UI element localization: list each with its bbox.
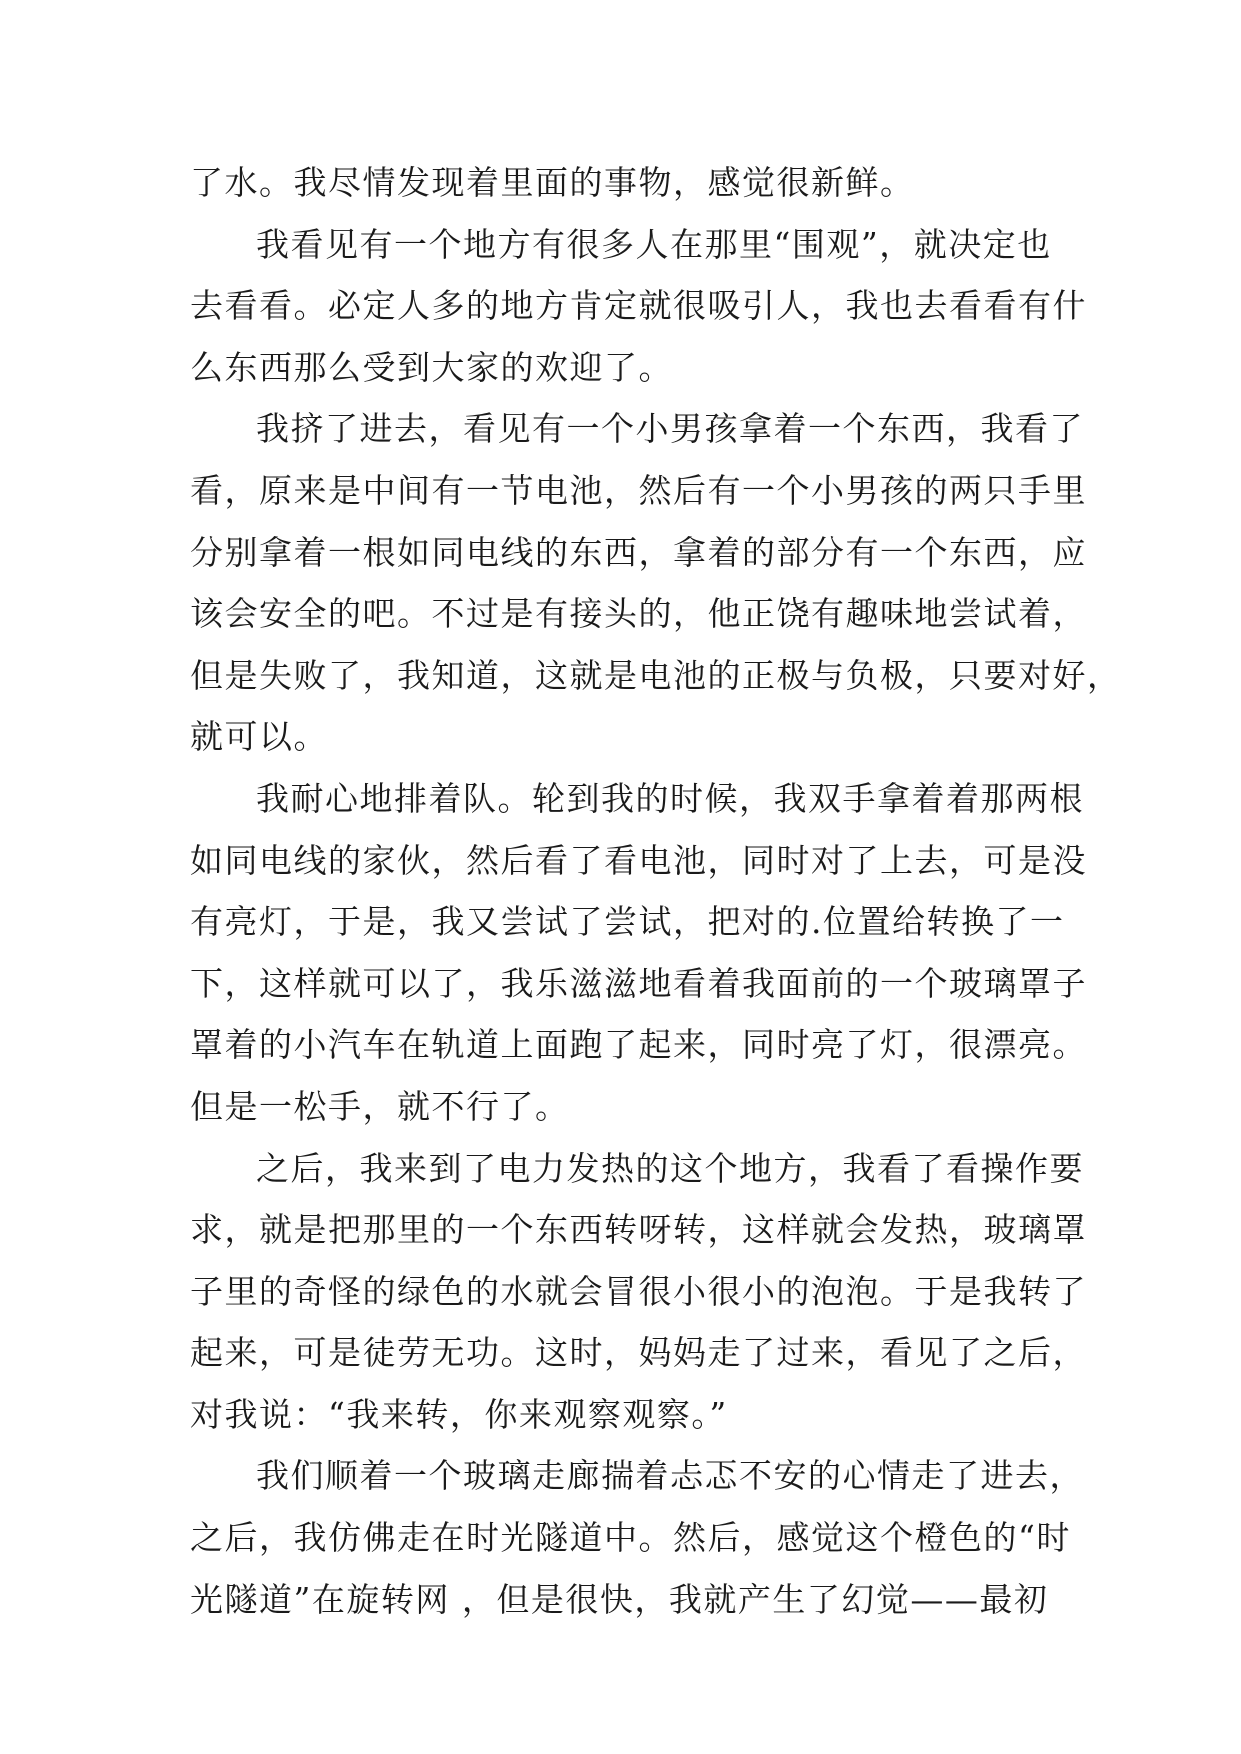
text-line: 么东西那么受到大家的欢迎了。	[190, 347, 673, 387]
text-line: 分别拿着一根如同电线的东西，拿着的部分有一个东西，应	[190, 532, 1087, 572]
text-line: 去看看。必定人多的地方肯定就很吸引人，我也去看看有什	[190, 286, 1087, 326]
essay-body	[190, 152, 1122, 1630]
text-line: 有亮灯，于是，我又尝试了尝试，把对的.位置给转换了一	[190, 902, 1065, 942]
text-line: 我看见有一个地方有很多人在那里“围观”，就决定也	[256, 224, 1052, 264]
text-line: 下，这样就可以了，我乐滋滋地看着我面前的一个玻璃罩子	[190, 963, 1087, 1003]
text-line: 子里的奇怪的绿色的水就会冒很小很小的泡泡。于是我转了	[190, 1271, 1087, 1311]
text-line: 了水。我尽情发现着里面的事物，感觉很新鲜。	[190, 163, 915, 202]
text-line: 罩着的小汽车在轨道上面跑了起来，同时亮了灯，很漂亮。	[190, 1025, 1087, 1065]
text-line: 看，原来是中间有一节电池，然后有一个小男孩的两只手里	[190, 470, 1087, 510]
text-line: 我耐心地排着队。轮到我的时候，我双手拿着着那两根	[256, 778, 1084, 818]
text-line: 对我说：“我来转，你来观察观察。”	[190, 1394, 728, 1434]
text-line: 我挤了进去，看见有一个小男孩拿着一个东西，我看了	[256, 409, 1084, 449]
text-line: 但是一松手，就不行了。	[190, 1086, 570, 1126]
text-line: 起来，可是徒劳无功。这时，妈妈走了过来，看见了之后，	[190, 1333, 1087, 1373]
text-line: 如同电线的家伙，然后看了看电池，同时对了上去，可是没	[190, 840, 1087, 880]
text-line: 该会安全的吧。不过是有接头的，他正饶有趣味地尝试着，	[190, 594, 1087, 634]
text-line: 之后，我来到了电力发热的这个地方，我看了看操作要	[256, 1148, 1084, 1188]
text-line: 但是失败了，我知道，这就是电池的正极与负极，只要对好，	[190, 655, 1122, 695]
text-line: 就可以。	[190, 717, 328, 757]
text-line: 求，就是把那里的一个东西转呀转，这样就会发热，玻璃罩	[190, 1210, 1087, 1250]
text-line: 我们顺着一个玻璃走廊揣着忐忑不安的心情走了进去，	[256, 1456, 1084, 1496]
text-line: 之后，我仿佛走在时光隧道中。然后，感觉这个橙色的“时	[190, 1518, 1071, 1558]
text-line: 光隧道”在旋转网 ，但是很快，我就产生了幻觉——最初	[190, 1579, 1049, 1619]
